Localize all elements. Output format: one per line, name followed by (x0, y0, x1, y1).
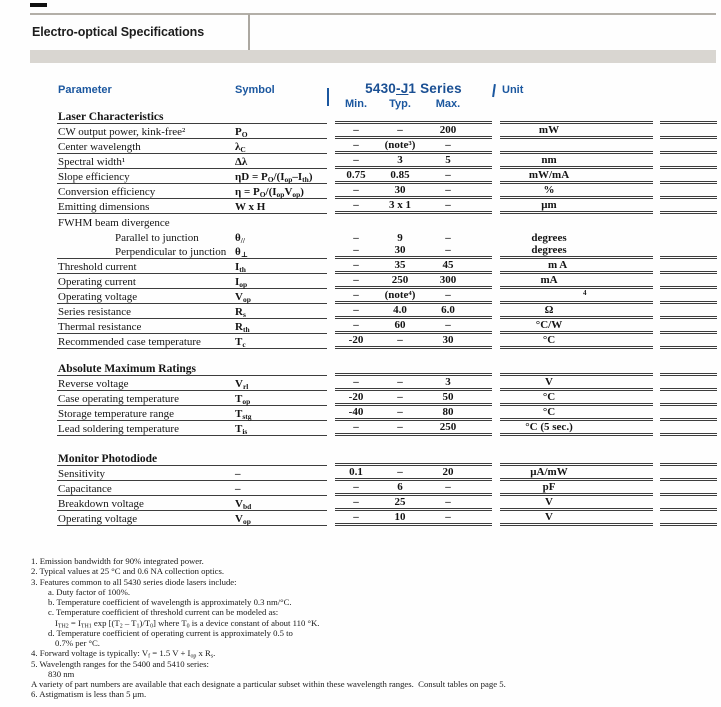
param-name: Perpendicular to junction (115, 245, 227, 258)
param-name: FWHM beam divergence (58, 216, 170, 229)
param-name: Operating voltage (58, 512, 138, 525)
param-symbol: $\theta_{//}$ (235, 231, 245, 245)
min-value: – (353, 153, 359, 166)
typ-value: 35 (394, 258, 406, 271)
param-symbol: – (235, 482, 241, 495)
spec-row (57, 391, 717, 406)
unit-value: V (500, 376, 653, 391)
param-symbol: $T_{op}$ (235, 392, 251, 406)
max-value: – (445, 243, 451, 256)
unit-value: V (500, 496, 653, 511)
unit-value (500, 139, 653, 154)
param-name: Operating current (58, 275, 136, 288)
footnotes (28, 556, 718, 700)
spec-row (57, 139, 717, 154)
footnote-line: b. Temperature coefficient of wavelength is approximately 0.3 nm/°C. (48, 597, 292, 607)
section-title: Absolute Maximum Ratings (58, 362, 197, 375)
min-value: – (353, 303, 359, 316)
unit-value: mA (500, 274, 653, 289)
min-value: 0.1 (349, 465, 363, 478)
unit-value: m A (500, 259, 653, 274)
param-name: Sensitivity (58, 467, 106, 480)
typ-value: 30 (394, 243, 406, 256)
typ-value: 4.0 (393, 303, 407, 316)
spec-row (57, 406, 717, 421)
max-value: 200 (439, 123, 457, 136)
right-empty-cell (660, 139, 717, 154)
param-symbol: $V_{op}$ (235, 512, 251, 526)
table-column-headers (57, 81, 717, 110)
footnote-line: 2. Typical values at 25 °C and 0.6 NA collection optics. (31, 566, 225, 577)
max-value: – (445, 318, 451, 331)
footnote-line: 5. Wavelength ranges for the 5400 and 5410 series: (31, 658, 209, 669)
typ-value: 6 (397, 480, 403, 493)
param-symbol: $\eta D = P_O/(I_{op}-I_{th})$ (235, 170, 313, 184)
param-symbol: $R_s$ (235, 305, 246, 319)
max-value: – (445, 138, 451, 151)
min-value: – (353, 183, 359, 196)
min-value: – (353, 480, 359, 493)
section-heading-row (57, 109, 717, 124)
section-heading-row (57, 361, 717, 376)
min-value: – (353, 420, 359, 433)
right-empty-cell (660, 496, 717, 511)
typ-value: – (397, 333, 403, 346)
footnote-line: $I_{TH2} = I_{TH1}$ $\exp [(T_2 - T_1)/T_0]$ where $T_0$ is a device constant of about 110 °K. (55, 617, 320, 629)
unit-value: mW/mA (500, 169, 653, 184)
typ-value: – (397, 465, 403, 478)
typ-value: 9 (397, 231, 403, 244)
top-left-tick-mark (30, 3, 47, 7)
typ-value: 10 (394, 510, 406, 523)
unit-value: mW (500, 124, 653, 139)
unit-value: °C/W (500, 319, 653, 334)
typ-value: – (397, 420, 403, 433)
typ-value: 25 (394, 495, 406, 508)
right-empty-cell (660, 214, 717, 229)
unit-value: pF (500, 481, 653, 496)
max-value: – (445, 288, 451, 301)
unit-value: nm (500, 154, 653, 169)
param-symbol: $\lambda_C$ (235, 140, 246, 154)
unit-value (500, 109, 653, 124)
min-value: – (353, 318, 359, 331)
table-section (57, 109, 717, 349)
param-symbol: Δλ (235, 155, 248, 168)
table-section (57, 361, 717, 436)
right-empty-cell (660, 376, 717, 391)
param-name: Lead soldering temperature (58, 422, 179, 435)
spec-row (57, 184, 717, 199)
right-empty-cell (660, 184, 717, 199)
param-name: Conversion efficiency (58, 185, 156, 198)
right-empty-cell (660, 406, 717, 421)
column-header-typ: Typ. (389, 98, 411, 110)
max-value: 300 (439, 273, 457, 286)
right-empty-cell (660, 124, 717, 139)
param-name: Slope efficiency (58, 170, 130, 183)
spec-row (57, 229, 717, 244)
section-heading-row (57, 451, 717, 466)
max-value: – (445, 168, 451, 181)
right-empty-cell (660, 259, 717, 274)
param-name: Capacitance (58, 482, 112, 495)
unit-value: °C (500, 391, 653, 406)
min-value: – (353, 231, 359, 244)
spec-row (57, 169, 717, 184)
param-symbol: $I_{th}$ (235, 260, 246, 274)
header-top-rule (30, 13, 716, 15)
spec-row (57, 154, 717, 169)
spec-row (57, 481, 717, 496)
unit-value: V (500, 511, 653, 526)
spec-row (57, 214, 717, 229)
spec-row (57, 421, 717, 436)
column-divider-tick (327, 88, 329, 106)
footnote-line: a. Duty factor of 100%. (48, 586, 131, 597)
column-header-parameter: Parameter (58, 84, 112, 96)
max-value: – (445, 198, 451, 211)
max-value: – (445, 183, 451, 196)
right-empty-cell (660, 274, 717, 289)
typ-value: 0.85 (390, 168, 410, 181)
unit-value (500, 361, 653, 376)
max-value: 6.0 (441, 303, 455, 316)
right-empty-cell (660, 319, 717, 334)
spec-row (57, 466, 717, 481)
header-gray-band (30, 50, 716, 63)
unit-value: % (500, 184, 653, 199)
right-empty-cell (660, 244, 717, 259)
min-value: – (353, 198, 359, 211)
min-value: – (353, 495, 359, 508)
spec-row (57, 259, 717, 274)
param-name: Recommended case temperature (58, 335, 201, 348)
typ-value: 3 x 1 (389, 198, 411, 211)
footnote-line: 4. Forward voltage is typically: $V_f = 1.5$ $V + I_{op}$ x $R_s$. (31, 648, 216, 660)
right-empty-cell (660, 199, 717, 214)
footnote-line: 6. Astigmatism is less than 5 μm. (31, 689, 147, 700)
max-value: – (445, 510, 451, 523)
min-value: – (353, 273, 359, 286)
param-symbol: $T_{is}$ (235, 422, 248, 436)
min-value: – (353, 138, 359, 151)
min-value: – (353, 288, 359, 301)
right-empty-cell (660, 391, 717, 406)
param-name: Thermal resistance (58, 320, 142, 333)
footnote-line: A variety of part numbers are available that each designate a particular subset within these wavelength ranges. Consult tables on page 5. (31, 679, 506, 689)
right-empty-cell (660, 421, 717, 436)
max-value: 250 (439, 420, 457, 433)
min-value: – (353, 258, 359, 271)
unit-value: Ω (500, 304, 653, 319)
column-header-unit: Unit (502, 84, 524, 96)
param-name: Storage temperature range (58, 407, 175, 420)
typ-value: 30 (394, 183, 406, 196)
spec-row (57, 496, 717, 511)
typ-value: 3 (397, 153, 403, 166)
min-value: -40 (348, 405, 364, 418)
column-header-series: 5430-J1 Series (365, 81, 462, 96)
param-name: Series resistance (58, 305, 131, 318)
typ-value: 250 (391, 273, 409, 286)
param-name: Case operating temperature (58, 392, 179, 405)
min-value: – (353, 123, 359, 136)
spec-row (57, 334, 717, 349)
param-symbol: $V_{op}$ (235, 290, 251, 304)
right-empty-cell (660, 109, 717, 124)
unit-value (500, 214, 653, 229)
unit-value: degrees (531, 231, 567, 244)
spec-row (57, 124, 717, 139)
param-name: Breakdown voltage (58, 497, 144, 510)
max-value: 45 (442, 258, 454, 271)
footnote-line: 0.7% per °C. (55, 638, 100, 648)
column-header-symbol: Symbol (235, 84, 275, 96)
unit-value: °C (500, 334, 653, 349)
unit-value: μm (500, 199, 653, 214)
spec-row (57, 511, 717, 526)
spec-table-body (57, 109, 717, 538)
param-symbol: $R_{th}$ (235, 320, 250, 334)
min-value: – (353, 243, 359, 256)
unit-value: degrees (500, 244, 653, 259)
param-symbol: $P_O$ (235, 125, 248, 139)
right-empty-cell (660, 361, 717, 376)
spec-row (57, 274, 717, 289)
typ-value: 60 (394, 318, 406, 331)
max-value: 30 (442, 333, 454, 346)
spec-row (57, 376, 717, 391)
min-value: – (353, 510, 359, 523)
max-value: – (445, 231, 451, 244)
param-name: Center wavelength (58, 140, 141, 153)
spec-row (57, 199, 717, 214)
max-value: 50 (442, 390, 454, 403)
max-value: 80 (442, 405, 454, 418)
param-symbol: – (235, 467, 241, 480)
unit-value: μA/mW (500, 466, 653, 481)
table-section (57, 451, 717, 526)
typ-value: – (397, 375, 403, 388)
param-symbol: $V_{rl}$ (235, 377, 249, 391)
typ-value: – (397, 123, 403, 136)
max-value: 20 (442, 465, 454, 478)
min-value: -20 (348, 390, 364, 403)
typ-value: – (397, 405, 403, 418)
unit-value: °C (5 sec.) (500, 421, 653, 436)
param-name: Spectral width¹ (58, 155, 126, 168)
right-empty-cell (660, 304, 717, 319)
param-name: Threshold current (58, 260, 137, 273)
right-empty-cell (660, 466, 717, 481)
right-empty-cell (660, 289, 717, 304)
footnote-line: 3. Features common to all 5430 series diode lasers include: (31, 576, 237, 587)
footnote-line: d. Temperature coefficient of operating current is approximately 0.5 to (48, 627, 293, 638)
unit-value: °C (500, 406, 653, 421)
param-symbol: $\theta_\perp$ (235, 245, 248, 259)
param-name: Emitting dimensions (58, 200, 150, 213)
param-name: CW output power, kink-free² (58, 125, 186, 138)
spec-row (57, 244, 717, 259)
right-empty-cell (660, 481, 717, 496)
max-value: – (445, 495, 451, 508)
min-value: – (353, 375, 359, 388)
param-symbol: $V_{bd}$ (235, 497, 252, 511)
right-empty-cell (660, 169, 717, 184)
param-name: Parallel to junction (115, 231, 199, 244)
min-value: 0.75 (346, 168, 366, 181)
param-symbol: $\eta = P_O/(I_{op}V_{op})$ (235, 185, 304, 199)
footnote-line: c. Temperature coefficient of threshold current can be modeled as: (48, 607, 279, 618)
max-value: 3 (445, 375, 451, 388)
doc-section-title: Electro-optical Specifications (32, 25, 205, 39)
column-header-max: Max. (435, 98, 461, 110)
min-value: -20 (348, 333, 364, 346)
footnote-line: 1. Emission bandwidth for 90% integrated power. (31, 556, 204, 566)
spec-row (57, 289, 717, 304)
right-empty-cell (660, 154, 717, 169)
column-header-min: Min. (345, 98, 367, 110)
right-empty-cell (660, 334, 717, 349)
param-symbol: $T_{stg}$ (235, 407, 252, 421)
unit-value: 4 (500, 289, 653, 304)
max-value: – (445, 480, 451, 493)
right-empty-cell (660, 451, 717, 466)
right-empty-cell (660, 511, 717, 526)
param-symbol: $T_c$ (235, 335, 246, 349)
spec-row (57, 319, 717, 334)
param-symbol: W x H (235, 200, 266, 213)
unit-value (500, 451, 653, 466)
param-symbol: $I_{op}$ (235, 275, 248, 289)
typ-value: (note⁴) (384, 288, 416, 301)
param-name: Reverse voltage (58, 377, 129, 390)
right-empty-cell (660, 229, 717, 244)
section-title: Monitor Photodiode (58, 452, 158, 465)
typ-value: (note³) (384, 138, 416, 151)
spec-row (57, 304, 717, 319)
typ-value: – (397, 390, 403, 403)
footnote-line: 830 nm (48, 668, 75, 679)
max-value: 5 (445, 153, 451, 166)
param-name: Operating voltage (58, 290, 138, 303)
section-title: Laser Characteristics (58, 110, 164, 123)
